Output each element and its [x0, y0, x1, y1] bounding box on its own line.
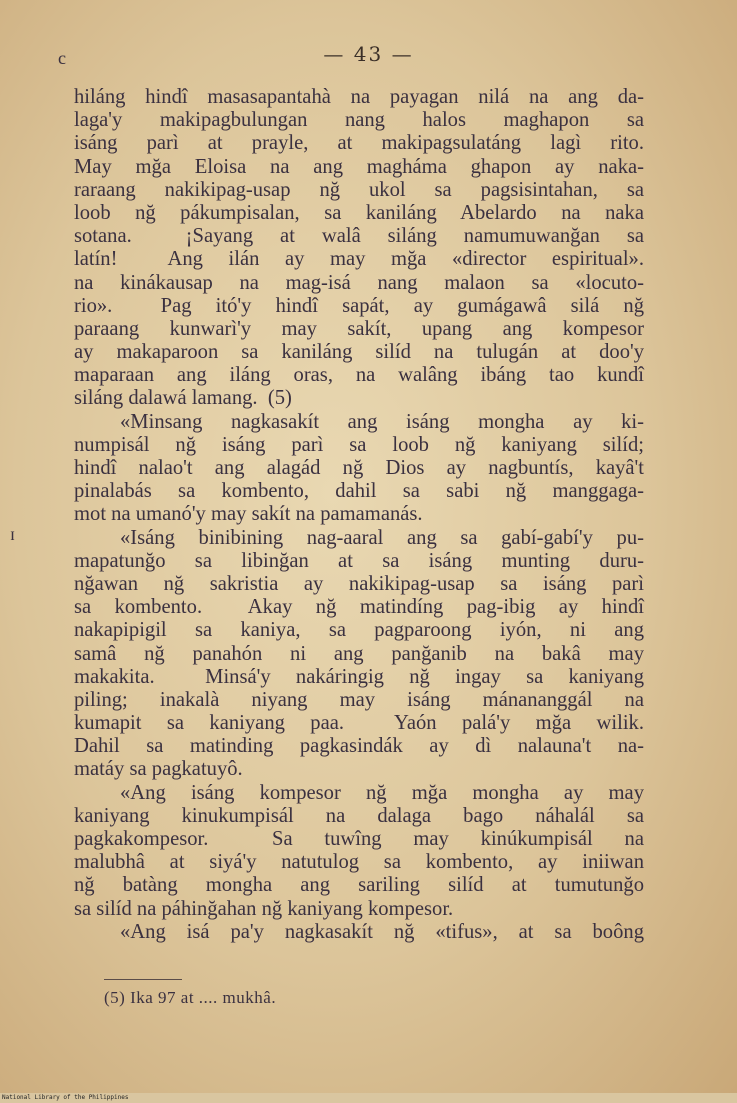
text-line: raraang nakikipag-usap nğ ukol sa pagsisintahan, sa — [74, 178, 644, 201]
footnote-rule — [104, 979, 182, 980]
text-line: sa kombento. Akay nğ matindíng pag-ibig ay hindî — [74, 596, 644, 619]
text-line: «Isáng binibining nag-aaral ang sa gabí-gabí'y pu- — [120, 526, 644, 549]
library-credit: National Library of the Philippines — [2, 1094, 129, 1101]
text-line: loob nğ pákumpisalan, sa kaniláng Abelardo na naka — [74, 201, 644, 224]
margin-mark: c — [58, 48, 66, 68]
text-line: isáng parì at prayle, at makipagsulatáng lagì rito. — [74, 132, 644, 155]
text-line: samâ nğ panahón ni ang panğanib na bakâ may — [74, 642, 644, 665]
text-line: kaniyang kinukumpisál na dalaga bago náhalál sa — [74, 804, 644, 827]
text-line: rio». Pag itó'y hindî sapát, ay gumágawâ silá nğ — [74, 294, 644, 317]
text-line: sa silíd na páhinğahan nğ kaniyang kompesor. — [74, 897, 454, 920]
text-line: siláng dalawá lamang. (5) — [74, 387, 292, 410]
text-line: «Ang isáng kompesor nğ mğa mongha ay may — [120, 781, 644, 804]
text-line: maparaan ang iláng oras, na walâng ibáng tao kundî — [74, 364, 644, 387]
text-line: laga'y makipagbulungan nang halos maghapon sa — [74, 109, 644, 132]
text-line: «Ang isá pa'y nagkasakít nğ «tifus», at sa boông — [120, 920, 644, 943]
margin-mark: ɪ — [10, 524, 16, 544]
footnote: (5) Ika 97 at .... mukhâ. — [104, 988, 277, 1007]
text-line: piling; inakalà niyang may isáng mánananggál na — [74, 688, 644, 711]
text-line: ay makaparoon sa kaniláng silíd na tulugán at doo'y — [74, 341, 644, 364]
page-number: — 43 — — [323, 42, 414, 66]
text-line: nakapipigil sa kaniya, sa pagparoong iyón, ni ang — [74, 619, 644, 642]
text-line: matáy sa pagkatuyô. — [74, 758, 243, 781]
text-line: «Minsang nagkasakít ang isáng mongha ay ki- — [120, 410, 644, 433]
text-line: numpisál nğ isáng parì sa loob nğ kaniyang silíd; — [74, 433, 644, 456]
text-line: na kinákausap na mag-isá nang malaon sa «locuto- — [74, 271, 644, 294]
text-line: pagkakompesor. Sa tuwîng may kinúkumpisál na — [74, 828, 644, 850]
text-line: nğ batàng mongha ang sariling silíd at tumutunğo — [74, 874, 644, 897]
text-line: Dahil sa matinding pagkasindák ay dì nalauna't na- — [74, 735, 644, 758]
text-line: malubhâ at siyá'y natutulog sa kombento, ay iniiwan — [74, 851, 644, 874]
text-line: sotana. ¡Sayang at walâ siláng namumuwanğan sa — [74, 225, 644, 248]
text-line: kumapit sa kaniyang paa. Yaón palá'y mğa wilik. — [74, 712, 644, 735]
text-line: mapatunğo sa libinğan at sa isáng munting duru- — [74, 549, 644, 572]
text-line: hindî nalao't ang alagád nğ Dios ay nagbuntís, kayâ't — [74, 457, 644, 479]
text-line: May mğa Eloisa na ang magháma ghapon ay naka- — [74, 155, 644, 178]
text-line: hiláng hindî masasapantahà na payagan nilá na ang da- — [74, 86, 644, 108]
body-text — [74, 86, 644, 944]
text-line: makakita. Minsá'y nakáringig nğ ingay sa kaniyang — [74, 665, 644, 688]
text-line: nğawan nğ sakristia ay nakikipag-usap sa isáng parì — [74, 572, 644, 595]
text-line: latín! Ang ilán ay may mğa «director espiritual». — [74, 248, 644, 271]
text-line: pinalabás sa kombento, dahil sa sabi nğ manggaga- — [74, 480, 644, 503]
text-line: mot na umanó'y may sakít na pamamanás. — [74, 503, 423, 526]
text-line: paraang kunwarì'y may sakít, upang ang kompesor — [74, 317, 644, 340]
